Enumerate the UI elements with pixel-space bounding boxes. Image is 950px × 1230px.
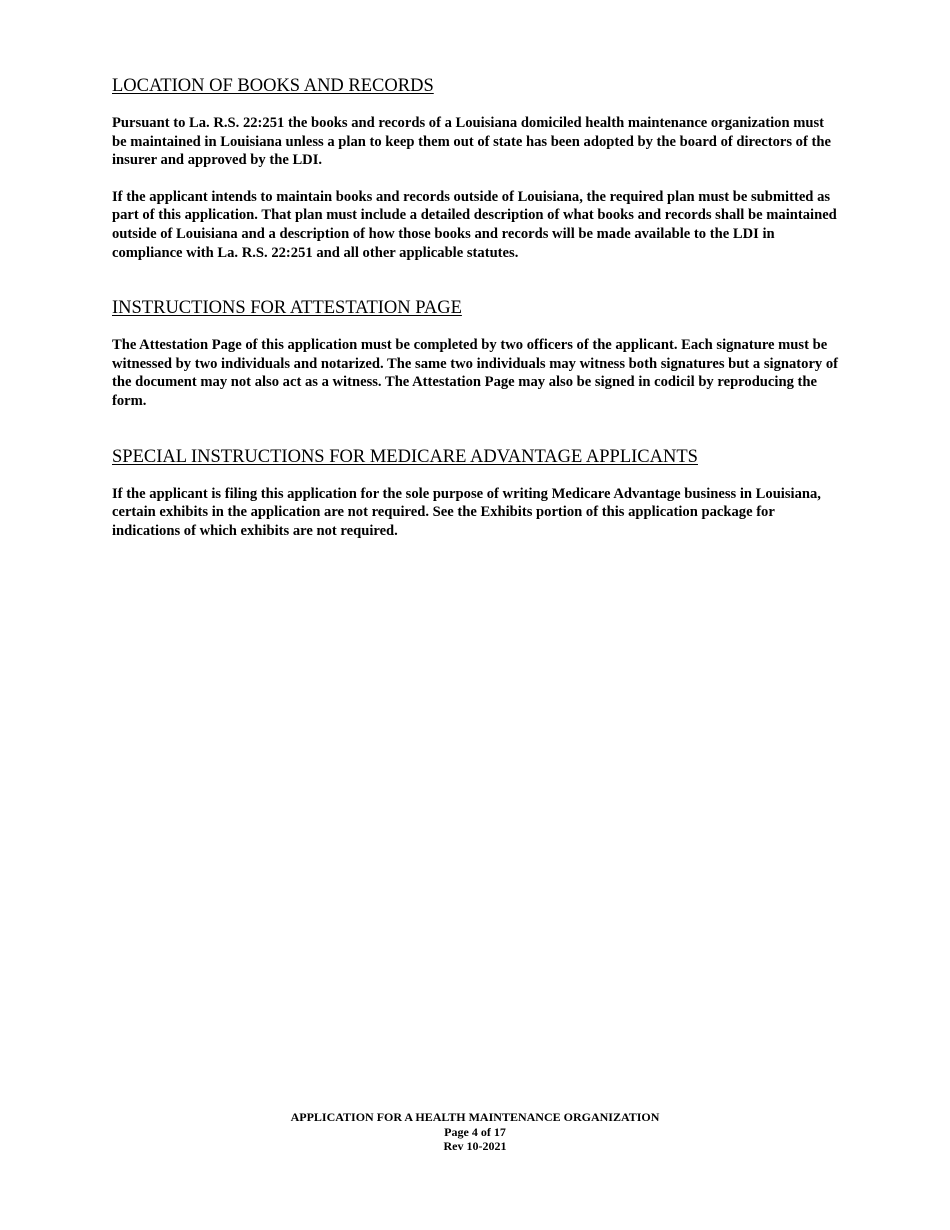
heading-instructions-attestation-page: INSTRUCTIONS FOR ATTESTATION PAGE: [112, 298, 462, 319]
heading-medicare-advantage-instructions: SPECIAL INSTRUCTIONS FOR MEDICARE ADVANTAGE APPLICANTS: [112, 446, 698, 467]
paragraph-books-records-outside-plan: If the applicant intends to maintain books and records outside of Louisiana, the required plan must be submitted as part of this application. That plan must include a detailed description of what books and records shall be maintained outside of Louisiana and a description of how those books and records will be made available to the LDI in compliance with La. R.S. 22:251 and all other applicable statutes.: [112, 188, 837, 261]
page-footer: [0, 1110, 950, 1154]
heading-location-of-books-and-records: LOCATION OF BOOKS AND RECORDS: [112, 76, 434, 96]
document-body: [112, 74, 840, 540]
paragraph-books-records-statute: Pursuant to La. R.S. 22:251 the books and records of a Louisiana domiciled health maintenance organization must be maintained in Louisiana unless a plan to keep them out of state has been adopted by the board of directors of the insurer and approved by the LDI.: [112, 115, 831, 169]
footer-document-title: APPLICATION FOR A HEALTH MAINTENANCE ORGANIZATION: [290, 1110, 660, 1124]
footer-revision: Rev 10-2021: [443, 1139, 507, 1153]
paragraph-attestation-instructions: The Attestation Page of this application must be completed by two officers of the applicant. Each signature must be witnessed by two individuals and notarized. The same two individuals may witness both signatures but a signatory of the document may not also act as a witness. The Attestation Page may also be signed in codicil by reproducing the form.: [112, 337, 839, 409]
paragraph-medicare-advantage-exhibits: If the applicant is filing this application for the sole purpose of writing Medicare Advantage business in Louisiana, certain exhibits in the application are not required. See the Exhibits portion of this application package for indications of which exhibits are not required.: [112, 485, 821, 539]
footer-page-number: Page 4 of 17: [444, 1124, 506, 1139]
